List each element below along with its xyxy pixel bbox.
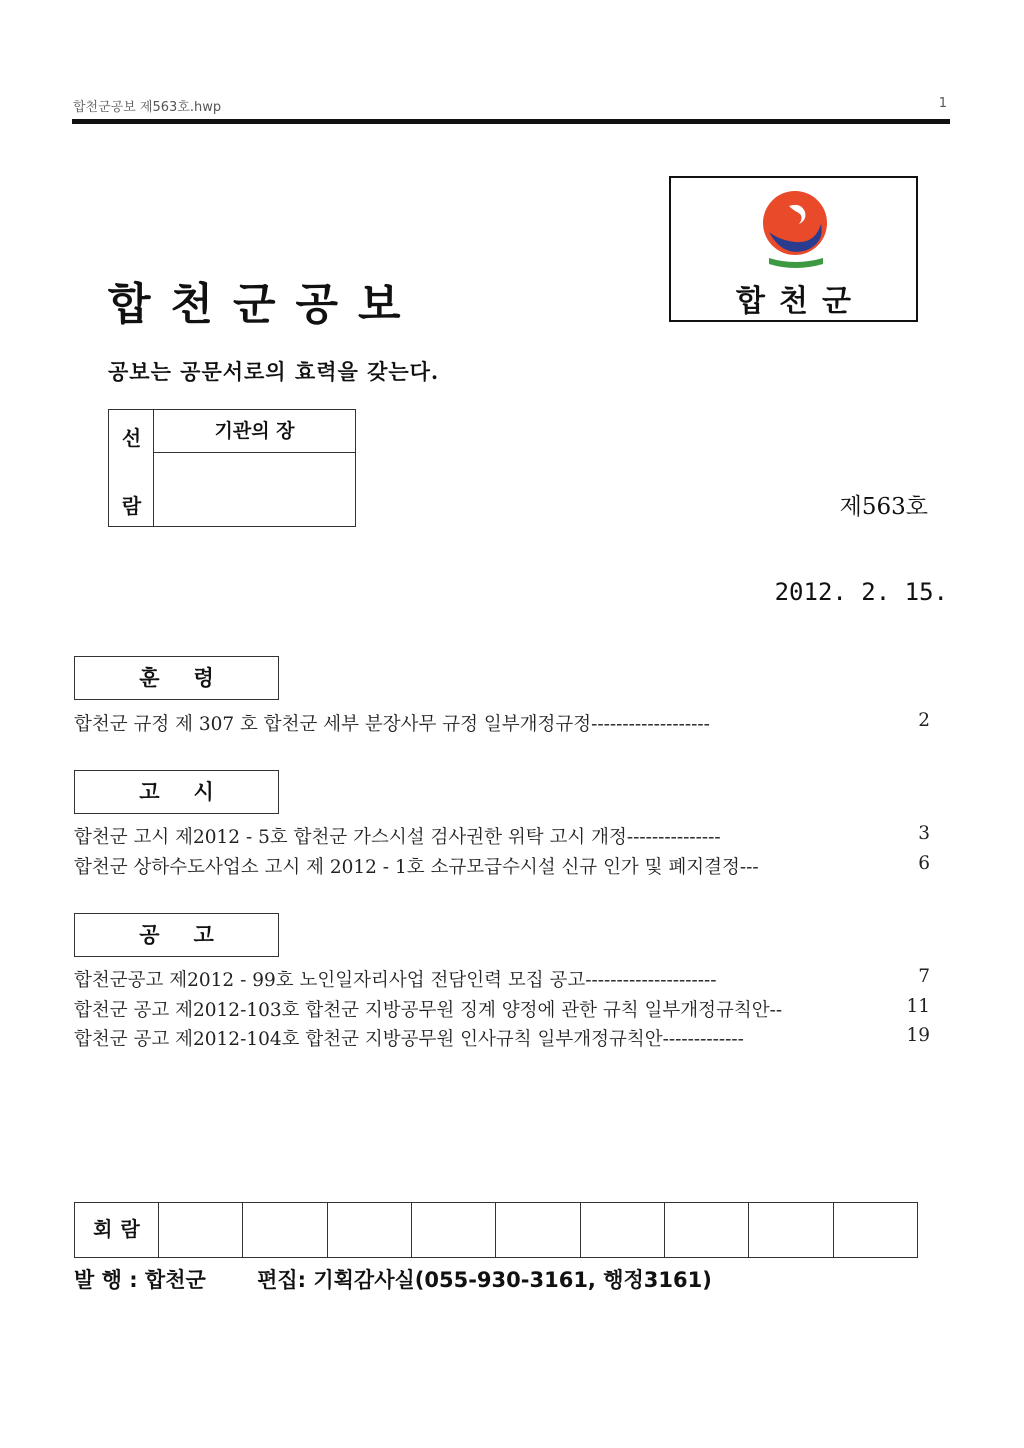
approval-label-bottom: 람 (121, 494, 142, 518)
toc-entry[interactable] (74, 996, 930, 1022)
publication-footer (74, 1264, 712, 1294)
circulation-cell (328, 1203, 412, 1257)
issue-date: 2012. 2. 15. (774, 578, 948, 606)
running-header (73, 96, 949, 116)
toc-entry-page: 2 (918, 710, 930, 731)
toc-entry-text: 합천군 공고 제2012-104호 합천군 지방공무원 인사규칙 일부개정규칙안------------- (74, 1029, 744, 1050)
toc-entry-text: 합천군 상하수도사업소 고시 제 2012 - 1호 소규모급수시설 신규 인가 및 폐지결정--- (74, 857, 759, 878)
running-header-file: 합천군공보 제563호.hwp (73, 100, 222, 115)
toc-entry-page: 19 (906, 1025, 930, 1046)
toc-entry-page: 11 (906, 996, 930, 1017)
toc-entry[interactable] (74, 1025, 930, 1051)
county-emblem-icon (755, 188, 835, 276)
toc-entry[interactable] (74, 710, 930, 736)
toc-entry-page: 6 (918, 853, 930, 874)
footer-publisher: 발 행 : 합천군 (74, 1268, 206, 1292)
approval-header: 기관의 장 (154, 410, 355, 453)
footer-editor: 편집: 기획감사실(055-930-3161, 행정3161) (257, 1268, 712, 1292)
circulation-cell (412, 1203, 496, 1257)
circulation-cell (834, 1203, 917, 1257)
circulation-cell (159, 1203, 243, 1257)
header-rule (72, 119, 950, 124)
circulation-table (74, 1202, 918, 1258)
logo-text: 합천군 (736, 284, 865, 319)
page-title: 합천군공보 (108, 279, 421, 330)
county-logo (669, 176, 918, 322)
approval-box (108, 409, 356, 527)
issue-number: 제563호 (839, 494, 928, 520)
toc-entry-page: 3 (918, 823, 930, 844)
running-header-page: 1 (938, 96, 947, 111)
toc-entry[interactable] (74, 966, 930, 992)
circulation-cell (496, 1203, 580, 1257)
circulation-cell (665, 1203, 749, 1257)
circulation-cell (243, 1203, 327, 1257)
section-header-notice: 고시 (74, 770, 279, 814)
toc-entry-text: 합천군 고시 제2012 - 5호 합천군 가스시설 검사권한 위탁 고시 개정--------------- (74, 827, 721, 848)
circulation-label: 회람 (75, 1203, 159, 1257)
toc-entry-text: 합천군 공고 제2012-103호 합천군 지방공무원 징계 양정에 관한 규칙 일부개정규칙안-- (74, 1000, 783, 1021)
toc-entry-text: 합천군 규정 제 307 호 합천군 세부 분장사무 규정 일부개정규정------------------- (74, 714, 710, 735)
toc-entry[interactable] (74, 823, 930, 849)
circulation-cell (749, 1203, 833, 1257)
toc-entry-text: 합천군공고 제2012 - 99호 노인일자리사업 전담인력 모집 공고--------------------- (74, 970, 717, 991)
section-header-announcement: 공고 (74, 913, 279, 957)
toc-entry-page: 7 (918, 966, 930, 987)
circulation-cell (581, 1203, 665, 1257)
approval-label-top: 선 (121, 426, 142, 450)
section-header-directive: 훈령 (74, 656, 279, 700)
toc-entry[interactable] (74, 853, 930, 879)
page-subtitle: 공보는 공문서로의 효력을 갖는다. (108, 359, 440, 384)
